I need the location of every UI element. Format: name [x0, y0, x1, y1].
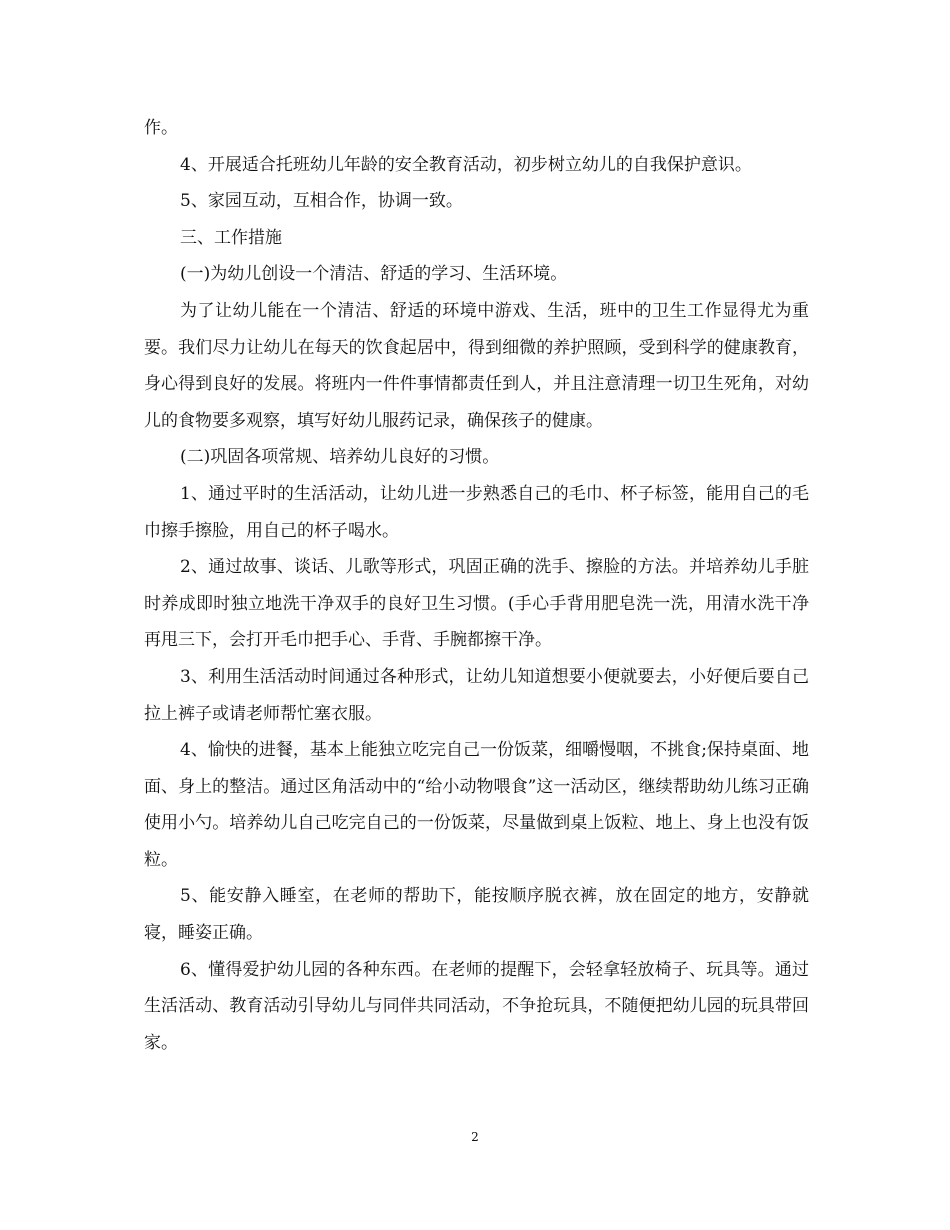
paragraph-habit-3: 3、利用生活活动时间通过各种形式，让幼儿知道想要小便就要去，小好便后要自己拉上裤子或请老师帮忙塞衣服。: [144, 666, 809, 724]
paragraph-habit-2: 2、通过故事、谈话、儿歌等形式，巩固正确的洗手、擦脸的方法。并培养幼儿手脏时养成即时独立地洗干净双手的良好卫生习惯。(手心手背用肥皂洗一洗，用清水洗干净再甩三下，会打开毛巾把手心、手背、手腕都擦干净。: [144, 557, 809, 651]
paragraph-hygiene: 为了让幼儿能在一个清洁、舒适的环境中游戏、生活，班中的卫生工作显得尤为重要。我们尽力让幼儿在每天的饮食起居中，得到细微的养护照顾，受到科学的健康教育，身心得到良好的发展。将班内一件件事情都责任到人，并且注意清理一切卫生死角，对幼儿的食物要多观察，填写好幼儿服药记录，确保孩子的健康。: [144, 300, 809, 431]
paragraph-habit-4: 4、愉快的进餐，基本上能独立吃完自己一份饭菜，细嚼慢咽，不挑食;保持桌面、地面、身上的整洁。通过区角活动中的“给小动物喂食”这一活动区，继续帮助幼儿练习正确使用小勺。培养幼儿自己吃完自己的一份饭菜，尽量做到桌上饭粒、地上、身上也没有饭粒。: [144, 740, 809, 870]
subheading-environment: (一)为幼儿创设一个清洁、舒适的学习、生活环境。: [180, 264, 568, 285]
paragraph-habit-5: 5、能安静入睡室，在老师的帮助下，能按顺序脱衣裤，放在固定的地方，安静就寝，睡姿正确。: [144, 886, 809, 944]
paragraph-habit-1: 1、通过平时的生活活动，让幼儿进一步熟悉自己的毛巾、杯子标签，能用自己的毛巾擦手擦脸，用自己的杯子喝水。: [144, 483, 809, 541]
paragraph-goal-4: 4、开展适合托班幼儿年龄的安全教育活动，初步树立幼儿的自我保护意识。: [180, 154, 752, 175]
section-heading-work-measures: 三、工作措施: [180, 227, 282, 248]
paragraph-habit-6: 6、懂得爱护幼儿园的各种东西。在老师的提醒下，会轻拿轻放椅子、玩具等。通过生活活动、教育活动引导幼儿与同伴共同活动，不争抢玩具，不随便把幼儿园的玩具带回家。: [144, 959, 809, 1053]
page-number: 2: [471, 1130, 479, 1144]
paragraph-continuation: 作。: [144, 118, 178, 138]
subheading-habits: (二)巩固各项常规、培养幼儿良好的习惯。: [180, 447, 500, 468]
paragraph-goal-5: 5、家园互动，互相合作，协调一致。: [180, 191, 463, 212]
document-body: [144, 110, 809, 1061]
